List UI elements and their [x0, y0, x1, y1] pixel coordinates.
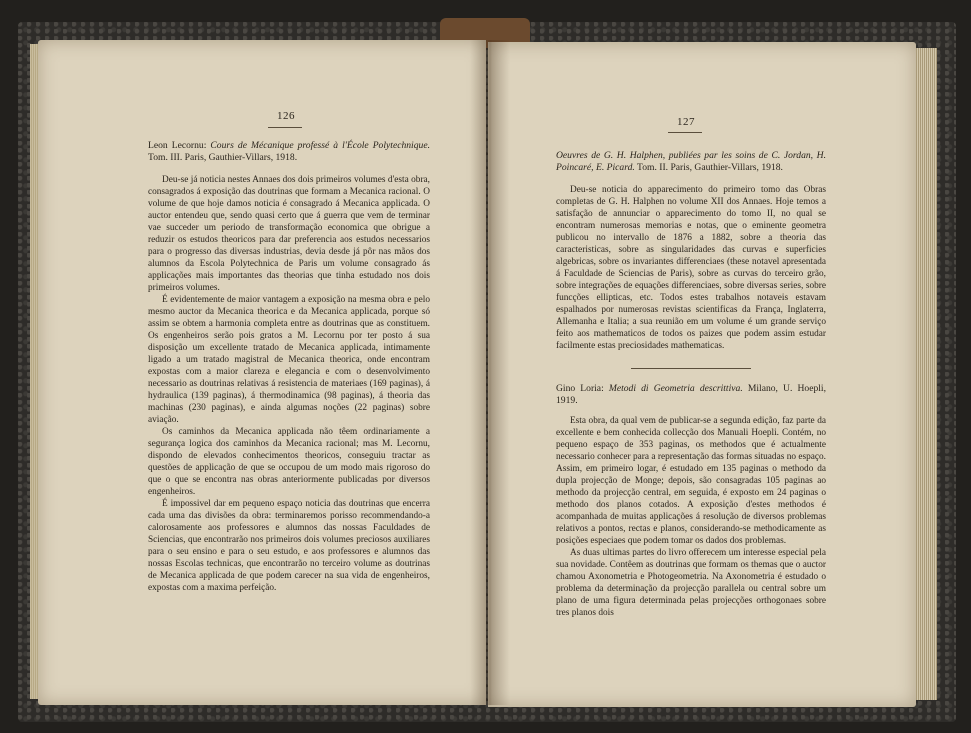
left-paragraph-3: Os caminhos da Mecanica applicada não têem ordinariamente a segurança logica dos caminhos da Mecanica racional; mas M. Lecornu, dispondo de elevados conhecimentos theoricos, conseguiu tractar as questões de applicação de que se occupou de um modo mais rigoroso do que o que se encontra nas obras anteriormente publicadas por diversos engenheiros. — [148, 427, 430, 497]
right-page-body — [556, 150, 826, 619]
halphen-paragraph-1: Deu-se noticia do apparecimento do primeiro tomo das Obras completas de G. H. Halphen no volume XII dos Annaes. Hoje temos a satisfação de annunciar o apparecimento do tomo II, no qual se encontram numerosas memorias e notas, que o eminente geometra publicou no intervallo de 1876 a 1882, sobre a theoria das caracteristicas, sobre as singularidades das curvas e superficies algebricas, sobre os invariantes differenciaes (these notavel apresentada á Faculdade de Sciencias de Paris), sobre as curvas do terceiro grão, sobre integrações de equações differenciaes, sobre diversas series, sobre funcções ellipticas, etc. Todos estes trabalhos notaveis estavam espalhados por numerosas revistas scientificas da França, Inglaterra, Allemanha e Italia; a sua reunião em um volume é um grande serviço feito aos mathematicos de todos os paizes que podem assim estudar facilmente estas preciosidades mathematicas. — [556, 185, 826, 351]
left-page-number: 126 — [277, 110, 295, 122]
lecornu-author: Leon Lecornu: — [148, 140, 207, 151]
right-page-number: 127 — [677, 116, 695, 128]
halphen-title: Oeuvres de G. H. Halphen, publiées par les soins de C. Jordan, H. Poincaré, E. Picard. — [556, 150, 826, 173]
loria-paragraph-2: As duas ultimas partes do livro offerecem um interesse especial pela sua novidade. Contêem as doutrinas que formam os themas que o auctor chamou Axonometria e Photogeometria. Na Axonometria é estudado o problema da determinação da projecção parallela ou central sobre um plano de uma figura determinada pelas projecções orthogonaes sobre tres planos dois — [556, 548, 826, 618]
loria-title: Metodi di Geometria descrittiva. — [608, 383, 743, 394]
lecornu-heading — [148, 140, 430, 164]
lecornu-publication: Tom. III. Paris, Gauthier-Villars, 1918. — [148, 152, 298, 163]
loria-paragraph-1: Esta obra, da qual vem de publicar-se a segunda edição, faz parte da excellente e bem conhecida collecção dos Manuali Hoepli. Contém, no pequeno espaço de 353 paginas, os methodos que é actualmente necessario conhecer para a representação das formas situadas no espaço. Assim, em primeiro logar, é estudado em 135 paginas o methodo da dupla projecção de Monge; depois, são consagradas 105 paginas ao methodo da projecção central, em seguida, é exposto em 24 paginas o methodo dos planos cotados. A exposição d'estes methodos é acompanhada de muitas applicações á resolução de diversos problemas relativos a pontos, rectas e planos, considerando-se methodicamente as posições especiaes que podem tomar os dados dos problemas. — [556, 416, 826, 546]
left-paragraph-1: Deu-se já noticia nestes Annaes dos dois primeiros volumes d'esta obra, consagrados á exposição das doutrinas que formam a Mecanica racional. O volume de que hoje damos noticia é consagrado á Mecanica applicada. O auctor entendeu que, sendo quasi certo que á guerra que vem de terminar vae succeder um periodo de transformação economica que obrigue a reduzir os estudos theoricos para dar preferencia aos estudos necessarios para o progresso das diversas industrias, devia desde já pôr nas mãos dos alumnos da Escola Polytechnica de Paris um volume consagrado ás applicações mais importantes das theorias que tinha estudado nos dois primeiros volumes. — [148, 175, 430, 293]
section-divider — [631, 368, 751, 369]
left-paragraph-4: É impossivel dar em pequeno espaço noticia das doutrinas que encerra cada uma das divisões da obra: terminaremos porisso recommendando-a calorosamente aos professores e alumnos das nossas Faculdades de Sciencias, que encontrarão nos primeiros dois volumes preciosos auxiliares para o seu ensino e para o seu estudo, e aos professores e alumnos das nossas Escolas technicas, que encontrarão no terceiro volume as doutrinas de Mecanica applicada de que podem carecer na sua vida de engenheiros, expostas com a maxima perfeição. — [148, 499, 430, 593]
right-page-number-rule — [668, 132, 702, 133]
halphen-heading — [556, 150, 826, 174]
right-page-edges — [915, 48, 937, 700]
halphen-publication: Tom. II. Paris, Gauthier-Villars, 1918. — [637, 162, 783, 173]
loria-publication: Milano, U. Hoepli, 1919. — [556, 383, 826, 406]
lecornu-title: Cours de Mécanique professé à l'École Polytechnique. — [210, 140, 430, 151]
loria-author: Gino Loria: — [556, 383, 604, 394]
loria-heading — [556, 383, 826, 407]
left-page-body — [148, 140, 430, 594]
book-gutter — [470, 40, 510, 705]
left-paragraph-2: É evidentemente de maior vantagem a exposição na mesma obra e pelo mesmo auctor da Mecanica theorica e da Mecanica applicada, porque só assim se obtem a harmonia completa entre as doutrinas que as constituem. Os engenheiros serão pois gratos a M. Lecornu por ter posto á sua disposição um excellente tratado de Mecanica applicada, intimamente ligado a um tratado magistral de Mecanica theorica, onde encontram expostas com a maior clareza e elegancia e com o desenvolvimento necessario as doutrinas relativas á resistencia de materiaes (169 paginas), á hydraulica (139 paginas), á thermodinamica (98 paginas), á theoria das machinas (230 paginas), e ainda algumas noções (22 paginas) sobre aviação. — [148, 295, 430, 425]
left-page-number-rule — [268, 127, 302, 128]
